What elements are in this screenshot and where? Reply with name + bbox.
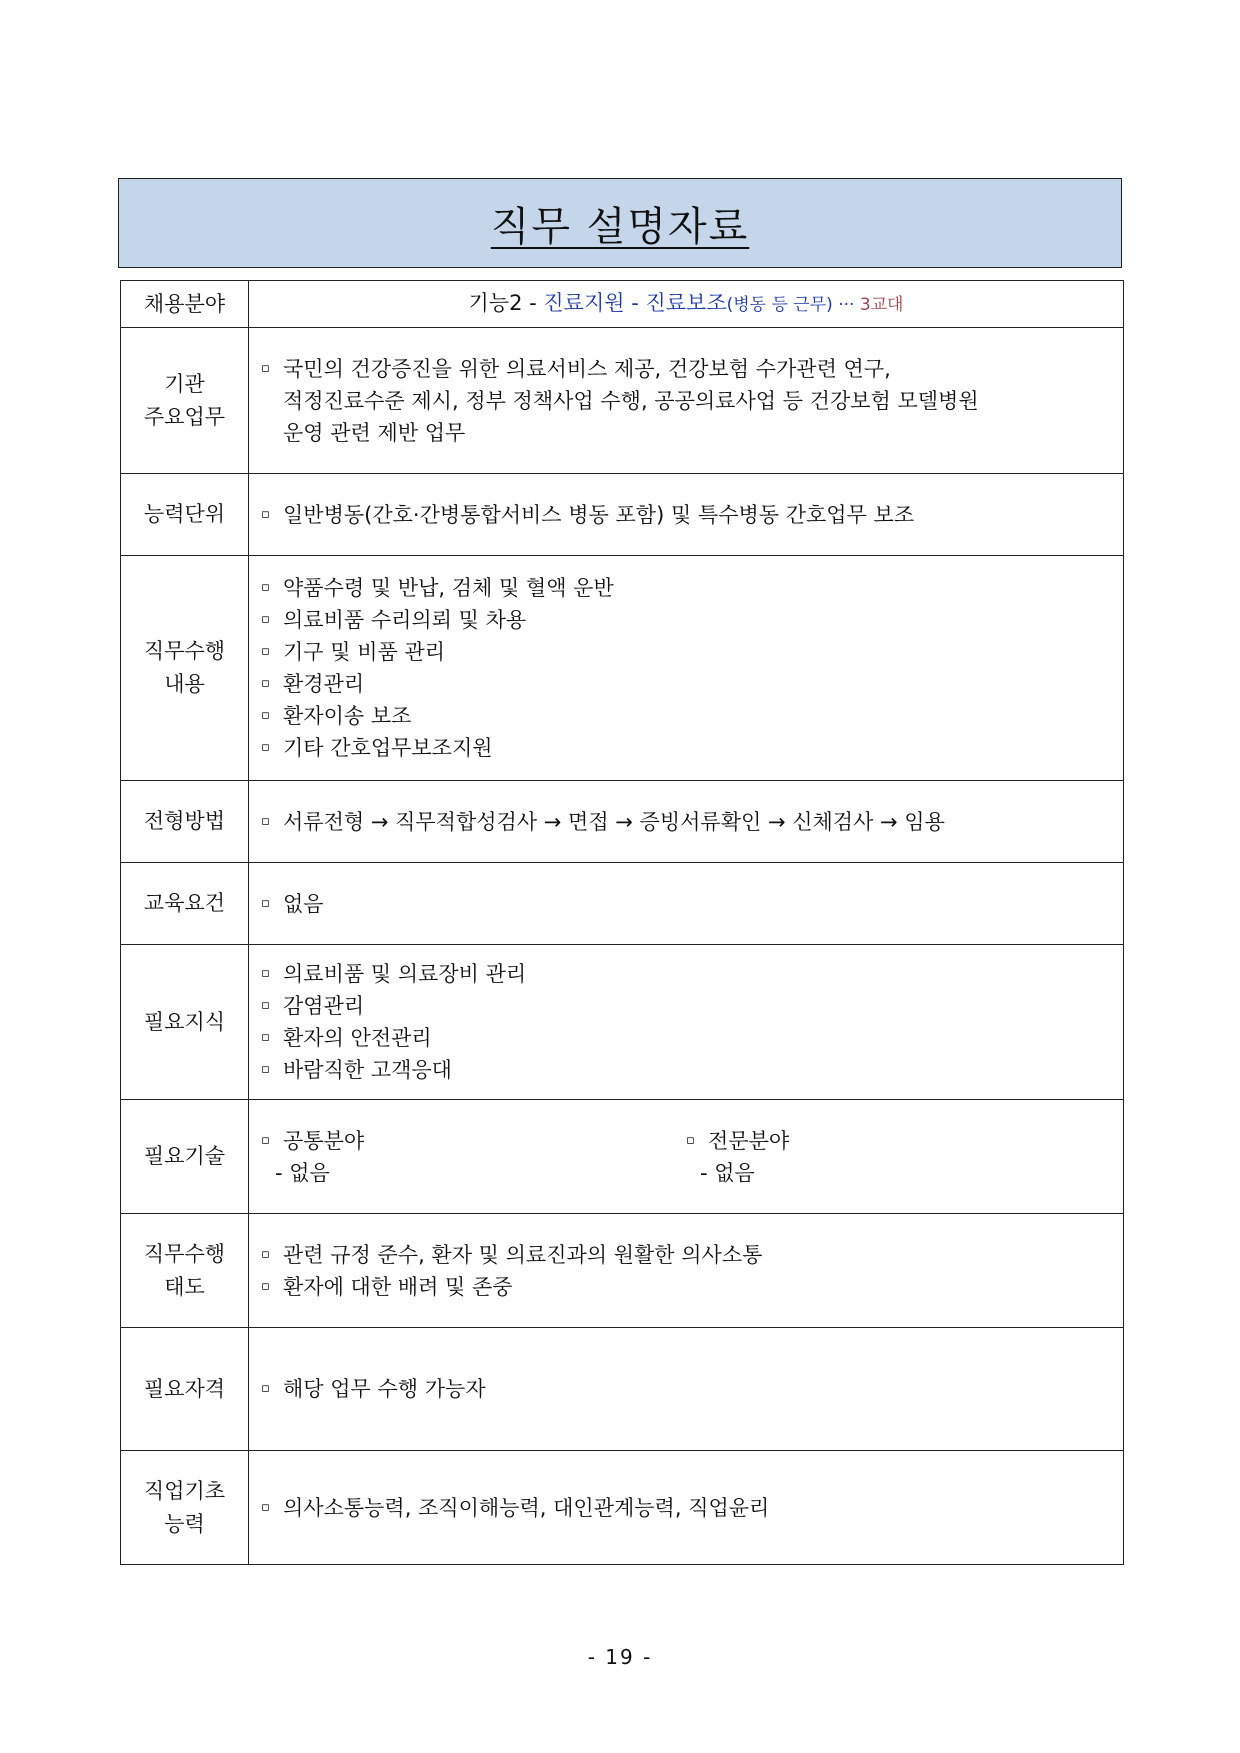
method-content <box>249 781 1124 863</box>
list-item: ▫ 환자이송 보조 <box>261 700 1111 732</box>
bullet-icon: ▫ <box>261 506 270 522</box>
qual-content <box>249 1328 1124 1451</box>
duty-content <box>249 556 1124 781</box>
list-item-continuation: 적정진료수준 제시, 정부 정책사업 수행, 공공의료사업 등 건강보험 모델병원 <box>283 388 979 413</box>
recruit-part1: 기능2 - <box>468 291 544 315</box>
list-item: ▫ 전문분야 <box>686 1125 1111 1157</box>
list-item: ▫ 바람직한 고객응대 <box>261 1054 1111 1086</box>
org-label <box>121 328 249 474</box>
bullet-icon: ▫ <box>261 1381 270 1396</box>
list-item: ▫ 의사소통능력, 조직이해능력, 대인관계능력, 직업윤리 <box>261 1492 1111 1524</box>
page-number: - 19 - <box>587 1645 653 1669</box>
bullet-icon: ▫ <box>261 813 270 829</box>
basic-content <box>249 1451 1124 1565</box>
bullet-icon: ▫ <box>261 360 270 376</box>
list-item: ▫ 의료비품 수리의뢰 및 차용 <box>261 604 1111 636</box>
list-item: ▫ 서류전형 → 직무적합성검사 → 면접 → 증빙서류확인 → 신체검사 → 임용 <box>261 806 1111 838</box>
list-item: ▫ 일반병동(간호·간병통합서비스 병동 포함) 및 특수병동 간호업무 보조 <box>261 499 1111 531</box>
bullet-icon: ▫ <box>261 1499 270 1515</box>
recruit-part3: (병동 등 근무) ··· <box>726 295 860 315</box>
skill-content <box>249 1100 1124 1214</box>
list-item: ▫ 해당 업무 수행 가능자 <box>261 1373 1111 1405</box>
bullet-icon: ▫ <box>261 895 270 911</box>
org-label-line2: 주요업무 <box>143 404 226 429</box>
special-skill <box>686 1125 1111 1189</box>
row-skill <box>121 1100 1124 1214</box>
title-box <box>118 178 1122 268</box>
recruit-part2: 진료지원 - 진료보조 <box>543 291 727 315</box>
basic-label: 직업기초 능력 <box>121 1451 249 1565</box>
unit-content <box>249 474 1124 556</box>
job-description-table <box>120 280 1124 1565</box>
duty-label: 직무수행 내용 <box>121 556 249 781</box>
list-item: ▫ 의료비품 및 의료장비 관리 <box>261 958 1111 990</box>
bullet-icon: ▫ <box>261 708 270 723</box>
bullet-icon: ▫ <box>261 740 270 755</box>
page-title: 직무 설명자료 <box>490 203 750 250</box>
row-unit <box>121 474 1124 556</box>
knowledge-content <box>249 945 1124 1100</box>
list-item: ▫ 국민의 건강증진을 위한 의료서비스 제공, 건강보험 수가관련 연구, <box>261 353 1111 385</box>
bullet-icon: ▫ <box>261 644 270 659</box>
bullet-icon: ▫ <box>261 676 270 691</box>
row-org-duties <box>121 328 1124 474</box>
edu-label: 교육요건 <box>121 863 249 945</box>
common-skill-value: - 없음 <box>275 1160 330 1185</box>
bullet-icon: ▫ <box>261 1246 270 1262</box>
skill-label: 필요기술 <box>121 1100 249 1214</box>
list-item: ▫ 기타 간호업무보조지원 <box>261 732 1111 764</box>
bullet-icon: ▫ <box>261 1278 270 1294</box>
list-item: ▫ 공통분야 <box>261 1125 686 1157</box>
row-recruit <box>121 281 1124 328</box>
row-basic-ability <box>121 1451 1124 1565</box>
edu-content <box>249 863 1124 945</box>
skill-columns <box>261 1125 1111 1189</box>
row-attitude <box>121 1214 1124 1328</box>
row-duty <box>121 556 1124 781</box>
list-item-continuation: 운영 관련 제반 업무 <box>283 420 466 445</box>
bullet-icon: ▫ <box>261 1132 270 1148</box>
recruit-field <box>249 281 1124 328</box>
row-qualification <box>121 1328 1124 1451</box>
bullet-icon: ▫ <box>261 580 270 595</box>
org-label-line1: 기관 <box>164 371 205 396</box>
list-item: ▫ 관련 규정 준수, 환자 및 의료진과의 원활한 의사소통 <box>261 1239 1111 1271</box>
bullet-icon: ▫ <box>261 1062 270 1077</box>
list-item: ▫ 약품수령 및 반납, 검체 및 혈액 운반 <box>261 572 1111 604</box>
row-edu <box>121 863 1124 945</box>
bullet-icon: ▫ <box>261 998 270 1013</box>
list-item: ▫ 환경관리 <box>261 668 1111 700</box>
common-skill <box>261 1125 686 1189</box>
special-skill-value: - 없음 <box>700 1160 755 1185</box>
recruit-part4: 3교대 <box>859 295 904 315</box>
knowledge-label: 필요지식 <box>121 945 249 1100</box>
bullet-icon: ▫ <box>686 1132 695 1148</box>
method-label: 전형방법 <box>121 781 249 863</box>
row-method <box>121 781 1124 863</box>
attitude-content <box>249 1214 1124 1328</box>
list-item: ▫ 환자의 안전관리 <box>261 1022 1111 1054</box>
bullet-icon: ▫ <box>261 612 270 627</box>
bullet-icon: ▫ <box>261 1030 270 1045</box>
attitude-label: 직무수행 태도 <box>121 1214 249 1328</box>
unit-label: 능력단위 <box>121 474 249 556</box>
list-item: ▫ 기구 및 비품 관리 <box>261 636 1111 668</box>
qual-label: 필요자격 <box>121 1328 249 1451</box>
recruit-label: 채용분야 <box>121 281 249 328</box>
row-knowledge <box>121 945 1124 1100</box>
bullet-icon: ▫ <box>261 966 270 981</box>
list-item: ▫ 환자에 대한 배려 및 존중 <box>261 1271 1111 1303</box>
list-item: ▫ 없음 <box>261 888 1111 920</box>
list-item: ▫ 감염관리 <box>261 990 1111 1022</box>
org-content <box>249 328 1124 474</box>
